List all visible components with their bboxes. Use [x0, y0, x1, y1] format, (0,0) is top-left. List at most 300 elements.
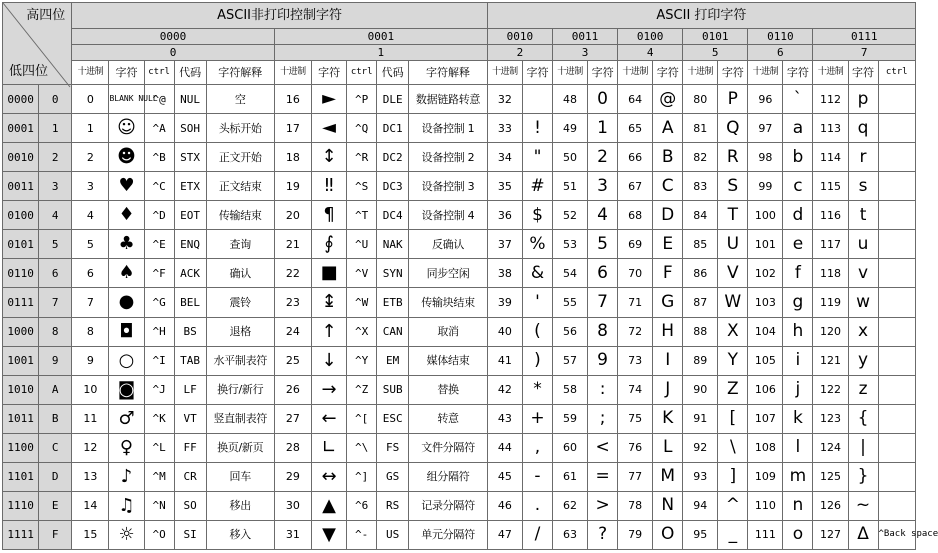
description-cell: 同步空闲 [409, 259, 488, 288]
glyph-cell: ♫ [109, 491, 144, 520]
printable-char-cell: \ [718, 433, 748, 462]
decimal-cell: 103 [748, 288, 783, 317]
printable-char-cell: w [848, 288, 878, 317]
decimal-cell: 40 [487, 317, 522, 346]
ctrl-cell: ^D [144, 201, 174, 230]
ctrl-cell: ^6 [347, 491, 377, 520]
glyph-cell: ◙ [109, 375, 144, 404]
decimal-cell: 79 [618, 520, 653, 549]
code-cell: ENQ [174, 230, 206, 259]
glyph-cell: ♪ [109, 462, 144, 491]
decimal-cell: 36 [487, 201, 522, 230]
row-hex: 8 [39, 317, 72, 346]
decimal-cell: 71 [618, 288, 653, 317]
code-cell: VT [174, 404, 206, 433]
printable-char-cell: ~ [848, 491, 878, 520]
row-hex: F [39, 520, 72, 549]
decimal-cell: 99 [748, 172, 783, 201]
description-cell: 正文开始 [206, 143, 274, 172]
glyph-cell: ● [109, 288, 144, 317]
decimal-cell: 75 [618, 404, 653, 433]
description-cell: 移入 [206, 520, 274, 549]
decimal-cell: 15 [72, 520, 109, 549]
printable-char-cell: 7 [588, 288, 618, 317]
printable-char-cell: # [523, 172, 553, 201]
decimal-cell: 65 [618, 114, 653, 143]
code-cell: FF [174, 433, 206, 462]
printable-title: ASCII 打印字符 [487, 3, 915, 29]
glyph-cell: ♥ [109, 172, 144, 201]
code-cell: DC4 [377, 201, 409, 230]
decimal-cell: 27 [274, 404, 311, 433]
printable-char-cell: ` [783, 85, 813, 114]
row-bits: 0011 [3, 172, 39, 201]
group-hex-3: 3 [552, 45, 617, 61]
decimal-cell: 11 [72, 404, 109, 433]
row-hex: B [39, 404, 72, 433]
ctrl-cell: ^\ [347, 433, 377, 462]
ctrl-cell: ^M [144, 462, 174, 491]
printable-char-cell: q [848, 114, 878, 143]
decimal-cell: 2 [72, 143, 109, 172]
ascii-table [2, 2, 938, 550]
decimal-cell: 114 [813, 143, 848, 172]
printable-char-cell: S [718, 172, 748, 201]
printable-char-cell: < [588, 433, 618, 462]
table-row [3, 85, 916, 114]
group-hex-7: 7 [813, 45, 916, 61]
row-hex: D [39, 462, 72, 491]
printable-char-cell: 1 [588, 114, 618, 143]
decimal-cell: 24 [274, 317, 311, 346]
dec-header: 十进制 [552, 61, 587, 85]
group-bits-0: 0000 [72, 29, 275, 45]
table-row [3, 172, 916, 201]
glyph-cell: ○ [109, 346, 144, 375]
decimal-cell: 123 [813, 404, 848, 433]
decimal-cell: 102 [748, 259, 783, 288]
ctrl-cell [878, 491, 915, 520]
printable-char-cell: e [783, 230, 813, 259]
code-cell: LF [174, 375, 206, 404]
decimal-cell: 89 [683, 346, 718, 375]
printable-char-cell: Z [718, 375, 748, 404]
decimal-cell: 126 [813, 491, 848, 520]
printable-char-cell: 6 [588, 259, 618, 288]
printable-char-cell: X [718, 317, 748, 346]
decimal-cell: 37 [487, 230, 522, 259]
decimal-cell: 88 [683, 317, 718, 346]
ctrl-cell: ^Y [347, 346, 377, 375]
code-cell: BEL [174, 288, 206, 317]
decimal-cell: 48 [552, 85, 587, 114]
group-hex-2: 2 [487, 45, 552, 61]
printable-char-cell: : [588, 375, 618, 404]
printable-char-cell: a [783, 114, 813, 143]
printable-char-cell: C [653, 172, 683, 201]
table-row [3, 317, 916, 346]
printable-char-cell: j [783, 375, 813, 404]
glyph-cell: ☻ [109, 143, 144, 172]
decimal-cell: 100 [748, 201, 783, 230]
printable-char-cell: D [653, 201, 683, 230]
glyph-cell: ♠ [109, 259, 144, 288]
printable-char-cell: F [653, 259, 683, 288]
decimal-cell: 77 [618, 462, 653, 491]
printable-char-cell: G [653, 288, 683, 317]
decimal-cell: 61 [552, 462, 587, 491]
printable-char-cell: 4 [588, 201, 618, 230]
glyph-cell: ☺ [109, 114, 144, 143]
printable-char-cell: b [783, 143, 813, 172]
description-cell: 换页/新页 [206, 433, 274, 462]
printable-char-cell: " [523, 143, 553, 172]
decimal-cell: 26 [274, 375, 311, 404]
decimal-cell: 110 [748, 491, 783, 520]
decimal-cell: 73 [618, 346, 653, 375]
control-title: ASCII非打印控制字符 [72, 3, 488, 29]
decimal-cell: 51 [552, 172, 587, 201]
description-cell: 震铃 [206, 288, 274, 317]
printable-char-cell: g [783, 288, 813, 317]
decimal-cell: 22 [274, 259, 311, 288]
char-header: 字符 [848, 61, 878, 85]
ctrl-cell: ^] [347, 462, 377, 491]
char-header: 字符 [312, 61, 347, 85]
decimal-cell: 116 [813, 201, 848, 230]
glyph-cell: ↓ [312, 346, 347, 375]
decimal-cell: 69 [618, 230, 653, 259]
printable-char-cell: E [653, 230, 683, 259]
row-hex: E [39, 491, 72, 520]
table-row [3, 143, 916, 172]
decimal-cell: 34 [487, 143, 522, 172]
code-cell: NUL [174, 85, 206, 114]
code-cell: FS [377, 433, 409, 462]
ctrl-cell: ^J [144, 375, 174, 404]
table-row [3, 346, 916, 375]
decimal-cell: 64 [618, 85, 653, 114]
printable-char-cell: n [783, 491, 813, 520]
ctrl-cell: ^Q [347, 114, 377, 143]
decimal-cell: 86 [683, 259, 718, 288]
printable-char-cell: k [783, 404, 813, 433]
description-cell: 数据链路转意 [409, 85, 488, 114]
char-header: 字符 [588, 61, 618, 85]
glyph-cell: BLANK NULL [109, 85, 144, 114]
code-cell: BS [174, 317, 206, 346]
ctrl-cell: ^L [144, 433, 174, 462]
decimal-cell: 19 [274, 172, 311, 201]
printable-char-cell: Δ [848, 520, 878, 549]
printable-char-cell: { [848, 404, 878, 433]
decimal-cell: 41 [487, 346, 522, 375]
printable-char-cell: - [523, 462, 553, 491]
description-cell: 传输块结束 [409, 288, 488, 317]
printable-char-cell: u [848, 230, 878, 259]
group-hex-4: 4 [618, 45, 683, 61]
description-cell: 设备控制 2 [409, 143, 488, 172]
printable-char-cell: ? [588, 520, 618, 549]
decimal-cell: 14 [72, 491, 109, 520]
description-cell: 确认 [206, 259, 274, 288]
table-row [3, 462, 916, 491]
table-row [3, 404, 916, 433]
printable-char-cell: A [653, 114, 683, 143]
printable-char-cell: ! [523, 114, 553, 143]
row-hex: 6 [39, 259, 72, 288]
group-bits-7: 0111 [813, 29, 916, 45]
glyph-cell: ◄ [312, 114, 347, 143]
printable-char-cell: l [783, 433, 813, 462]
printable-char-cell: R [718, 143, 748, 172]
code-cell: SI [174, 520, 206, 549]
code-cell: TAB [174, 346, 206, 375]
table-row [3, 259, 916, 288]
decimal-cell: 118 [813, 259, 848, 288]
decimal-cell: 121 [813, 346, 848, 375]
corner-header [3, 3, 72, 85]
decimal-cell: 120 [813, 317, 848, 346]
decimal-cell: 93 [683, 462, 718, 491]
decimal-cell: 57 [552, 346, 587, 375]
glyph-cell: ↑ [312, 317, 347, 346]
description-cell: 传输结束 [206, 201, 274, 230]
ctrl-cell: ^[ [347, 404, 377, 433]
decimal-cell: 28 [274, 433, 311, 462]
ctrl-cell [878, 201, 915, 230]
description-cell: 文件分隔符 [409, 433, 488, 462]
decimal-cell: 124 [813, 433, 848, 462]
decimal-cell: 90 [683, 375, 718, 404]
printable-char-cell: + [523, 404, 553, 433]
table-row [3, 491, 916, 520]
glyph-cell: ▼ [312, 520, 347, 549]
decimal-cell: 4 [72, 201, 109, 230]
code-cell: NAK [377, 230, 409, 259]
row-hex: C [39, 433, 72, 462]
ctrl-cell: ^@ [144, 85, 174, 114]
code-cell: STX [174, 143, 206, 172]
printable-char-cell: m [783, 462, 813, 491]
decimal-cell: 0 [72, 85, 109, 114]
decimal-cell: 45 [487, 462, 522, 491]
ctrl-cell [878, 375, 915, 404]
decimal-cell: 115 [813, 172, 848, 201]
glyph-cell: ► [312, 85, 347, 114]
printable-char-cell: T [718, 201, 748, 230]
ctrl-cell [878, 114, 915, 143]
decimal-cell: 6 [72, 259, 109, 288]
row-bits: 0000 [3, 85, 39, 114]
low-nibble-label: 低四位 [9, 64, 49, 79]
code-cell: DLE [377, 85, 409, 114]
group-bits-5: 0101 [683, 29, 748, 45]
printable-char-cell: t [848, 201, 878, 230]
dec-header: 十进制 [683, 61, 718, 85]
decimal-cell: 49 [552, 114, 587, 143]
decimal-cell: 5 [72, 230, 109, 259]
description-cell: 单元分隔符 [409, 520, 488, 549]
printable-char-cell: 5 [588, 230, 618, 259]
printable-char-cell: Y [718, 346, 748, 375]
decimal-cell: 96 [748, 85, 783, 114]
ctrl-cell: ^H [144, 317, 174, 346]
glyph-cell: ¶ [312, 201, 347, 230]
description-cell: 记录分隔符 [409, 491, 488, 520]
decimal-cell: 21 [274, 230, 311, 259]
code-cell: EM [377, 346, 409, 375]
group-hex-0: 0 [72, 45, 275, 61]
decimal-cell: 98 [748, 143, 783, 172]
decimal-cell: 32 [487, 85, 522, 114]
printable-char-cell: H [653, 317, 683, 346]
printable-char-cell: ( [523, 317, 553, 346]
description-cell: 空 [206, 85, 274, 114]
printable-char-cell: v [848, 259, 878, 288]
printable-char-cell: c [783, 172, 813, 201]
printable-char-cell: , [523, 433, 553, 462]
dec-header: 十进制 [274, 61, 311, 85]
code-cell: DC1 [377, 114, 409, 143]
printable-char-cell: x [848, 317, 878, 346]
glyph-cell: ↕ [312, 143, 347, 172]
printable-char-cell: $ [523, 201, 553, 230]
glyph-cell: ♀ [109, 433, 144, 462]
description-cell: 头标开始 [206, 114, 274, 143]
description-cell: 正文结束 [206, 172, 274, 201]
group-bits-6: 0110 [748, 29, 813, 45]
row-bits: 1110 [3, 491, 39, 520]
ctrl-cell [878, 404, 915, 433]
ctrl-cell: ^I [144, 346, 174, 375]
row-bits: 0111 [3, 288, 39, 317]
decimal-cell: 23 [274, 288, 311, 317]
decimal-cell: 68 [618, 201, 653, 230]
ctrl-cell: ^O [144, 520, 174, 549]
decimal-cell: 81 [683, 114, 718, 143]
printable-char-cell: I [653, 346, 683, 375]
printable-char-cell: ' [523, 288, 553, 317]
printable-char-cell: L [653, 433, 683, 462]
code-cell: EOT [174, 201, 206, 230]
row-bits: 1010 [3, 375, 39, 404]
row-bits: 1001 [3, 346, 39, 375]
description-cell: 组分隔符 [409, 462, 488, 491]
ctrl-cell: ^R [347, 143, 377, 172]
decimal-cell: 30 [274, 491, 311, 520]
code-cell: DC3 [377, 172, 409, 201]
printable-char-cell: > [588, 491, 618, 520]
group-bits-4: 0100 [618, 29, 683, 45]
printable-char-cell: M [653, 462, 683, 491]
table-row [3, 201, 916, 230]
row-bits: 1111 [3, 520, 39, 549]
decimal-cell: 109 [748, 462, 783, 491]
row-hex: 7 [39, 288, 72, 317]
decimal-cell: 76 [618, 433, 653, 462]
code-cell: ACK [174, 259, 206, 288]
row-bits: 0110 [3, 259, 39, 288]
printable-char-cell: | [848, 433, 878, 462]
decimal-cell: 12 [72, 433, 109, 462]
description-cell: 水平制表符 [206, 346, 274, 375]
printable-char-cell: i [783, 346, 813, 375]
row-bits: 1000 [3, 317, 39, 346]
ctrl-cell: ^B [144, 143, 174, 172]
glyph-cell: ♂ [109, 404, 144, 433]
row-bits: 0001 [3, 114, 39, 143]
description-cell: 退格 [206, 317, 274, 346]
description-cell: 转意 [409, 404, 488, 433]
decimal-cell: 35 [487, 172, 522, 201]
row-hex: 0 [39, 85, 72, 114]
ctrl-cell: ^Z [347, 375, 377, 404]
decimal-cell: 7 [72, 288, 109, 317]
printable-char-cell: . [523, 491, 553, 520]
decimal-cell: 95 [683, 520, 718, 549]
char-header: 字符 [523, 61, 553, 85]
code-cell: SO [174, 491, 206, 520]
description-cell: 反确认 [409, 230, 488, 259]
printable-char-cell: / [523, 520, 553, 549]
printable-char-cell: ; [588, 404, 618, 433]
ctrl-cell: ^A [144, 114, 174, 143]
code-cell: SUB [377, 375, 409, 404]
ctrl-cell: ^V [347, 259, 377, 288]
ctrl-cell [878, 317, 915, 346]
row-bits: 1100 [3, 433, 39, 462]
decimal-cell: 33 [487, 114, 522, 143]
ctrl-cell: ^N [144, 491, 174, 520]
group-hex-1: 1 [274, 45, 487, 61]
dec-header: 十进制 [487, 61, 522, 85]
printable-char-cell: Q [718, 114, 748, 143]
ctrl-cell [878, 230, 915, 259]
desc-header: 字符解释 [409, 61, 488, 85]
table-row [3, 375, 916, 404]
printable-char-cell: & [523, 259, 553, 288]
row-bits: 0100 [3, 201, 39, 230]
decimal-cell: 59 [552, 404, 587, 433]
ctrl-cell: ^W [347, 288, 377, 317]
ctrl-header: ctrl [347, 61, 377, 85]
decimal-cell: 117 [813, 230, 848, 259]
description-cell: 设备控制 4 [409, 201, 488, 230]
printable-char-cell [523, 85, 553, 114]
row-hex: 3 [39, 172, 72, 201]
glyph-cell: ← [312, 404, 347, 433]
ctrl-cell: ^Back space [878, 520, 915, 549]
printable-char-cell: P [718, 85, 748, 114]
ctrl-cell [878, 433, 915, 462]
decimal-cell: 38 [487, 259, 522, 288]
table-row [3, 520, 916, 549]
decimal-cell: 107 [748, 404, 783, 433]
decimal-cell: 127 [813, 520, 848, 549]
code-cell: GS [377, 462, 409, 491]
char-header: 字符 [653, 61, 683, 85]
printable-char-cell: _ [718, 520, 748, 549]
code-cell: DC2 [377, 143, 409, 172]
printable-char-cell: J [653, 375, 683, 404]
printable-char-cell: ^ [718, 491, 748, 520]
description-cell: 回车 [206, 462, 274, 491]
decimal-cell: 52 [552, 201, 587, 230]
decimal-cell: 105 [748, 346, 783, 375]
group-bits-2: 0010 [487, 29, 552, 45]
decimal-cell: 92 [683, 433, 718, 462]
